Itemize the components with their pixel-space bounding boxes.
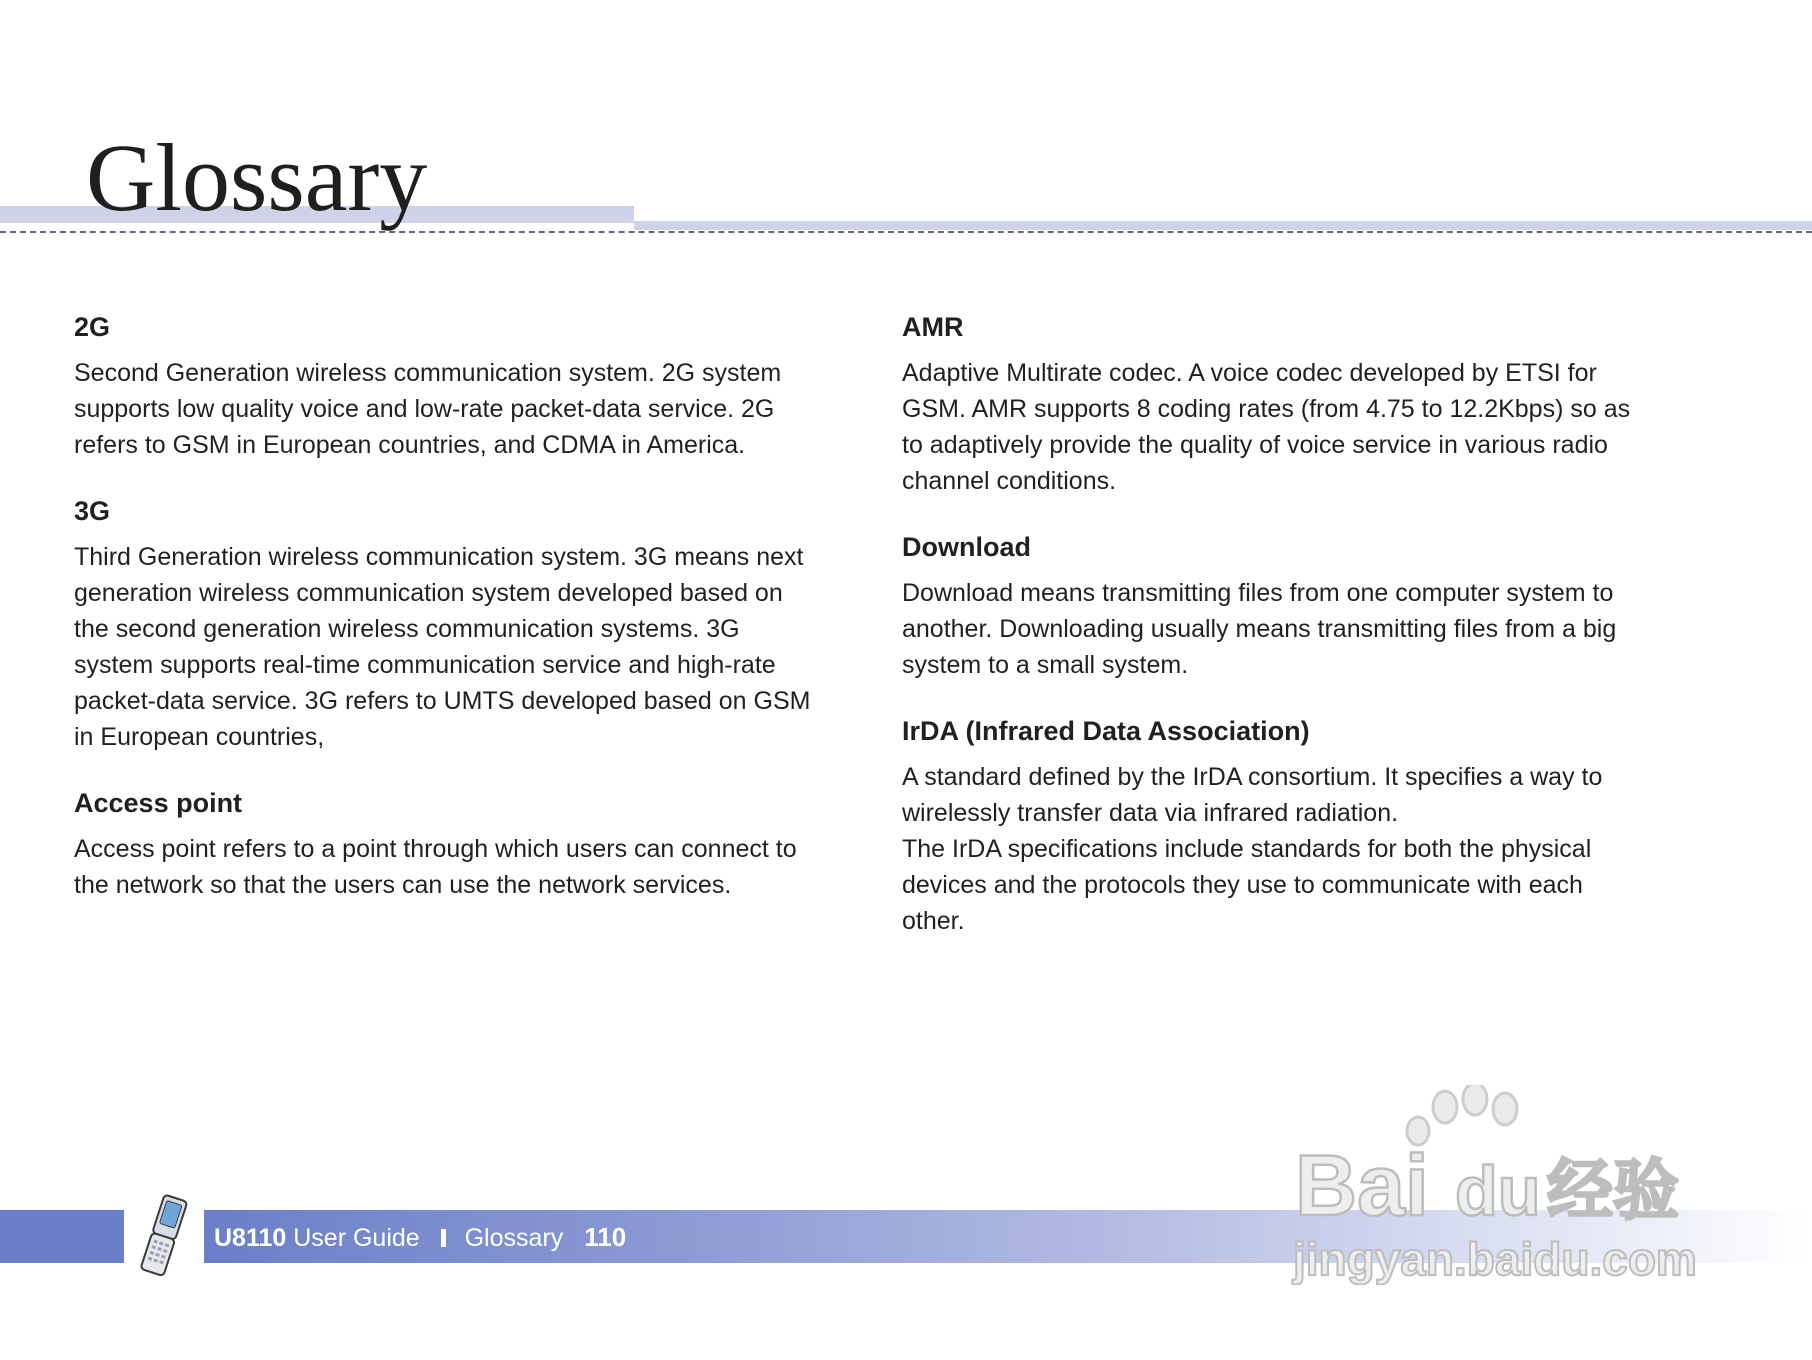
footer-model: U8110 <box>214 1224 287 1252</box>
svg-text:du: du <box>1455 1152 1541 1230</box>
definition-line: refers to GSM in European countries, and CDMA in America. <box>74 431 746 459</box>
glossary-definition <box>902 575 1682 683</box>
definition-line: Adaptive Multirate codec. A voice codec developed by ETSI for <box>902 359 1597 387</box>
definition-line: supports low quality voice and low-rate packet-data service. 2G <box>74 395 775 423</box>
glossary-term: AMR <box>902 312 964 342</box>
glossary-entry-access-point <box>74 785 854 903</box>
glossary-term: Access point <box>74 788 243 818</box>
definition-line: Access point refers to a point through which users can connect to <box>74 835 797 863</box>
definition-line: the network so that the users can use the network services. <box>74 871 732 899</box>
right-column <box>902 309 1682 969</box>
definition-line: Third Generation wireless communication system. 3G means next <box>74 543 804 571</box>
definition-line: another. Downloading usually means transmitting files from a big <box>902 615 1617 643</box>
footer-page-number: 110 <box>584 1222 627 1252</box>
definition-line: The IrDA specifications include standards for both the physical <box>902 835 1592 863</box>
left-column <box>74 309 854 933</box>
title-dashed-rule <box>0 231 1812 233</box>
definition-line: in European countries, <box>74 723 325 751</box>
footer-left-block <box>0 1210 124 1263</box>
flip-phone-icon <box>128 1192 198 1278</box>
footer-guide-label: User Guide <box>293 1224 420 1252</box>
definition-line: A standard defined by the IrDA consortium. It specifies a way to <box>902 763 1603 791</box>
glossary-definition <box>74 831 854 903</box>
baidu-watermark-logo <box>1285 1085 1725 1285</box>
definition-line: the second generation wireless communication systems. 3G <box>74 615 740 643</box>
definition-line: Download means transmitting files from one computer system to <box>902 579 1614 607</box>
definition-line: channel conditions. <box>902 467 1117 495</box>
glossary-definition <box>902 355 1682 499</box>
glossary-entry-3g <box>74 493 854 755</box>
definition-line: wirelessly transfer data via infrared radiation. <box>902 799 1399 827</box>
svg-text:经验: 经验 <box>1547 1152 1679 1229</box>
definition-line: system to a small system. <box>902 651 1189 679</box>
definition-line: to adaptively provide the quality of voice service in various radio <box>902 431 1608 459</box>
glossary-term: 3G <box>74 496 111 526</box>
footer-separator <box>441 1229 446 1247</box>
definition-line: system supports real-time communication service and high-rate <box>74 651 776 679</box>
definition-line: GSM. AMR supports 8 coding rates (from 4.75 to 12.2Kbps) so as <box>902 395 1631 423</box>
definition-line: packet-data service. 3G refers to UMTS developed based on GSM <box>74 687 811 715</box>
svg-text:jingyan.baidu.com: jingyan.baidu.com <box>1293 1233 1697 1285</box>
title-band-right <box>634 221 1812 230</box>
definition-line: devices and the protocols they use to communicate with each <box>902 871 1583 899</box>
glossary-definition <box>74 355 854 463</box>
footer-section: Glossary <box>464 1224 564 1252</box>
definition-line: Second Generation wireless communication system. 2G system <box>74 359 782 387</box>
definition-line: generation wireless communication system developed based on <box>74 579 783 607</box>
glossary-entry-amr <box>902 309 1682 499</box>
glossary-definition <box>74 539 854 755</box>
definition-line: other. <box>902 907 965 935</box>
glossary-term: Download <box>902 532 1031 562</box>
footer-text <box>214 1220 626 1254</box>
page-title: Glossary <box>86 124 428 231</box>
glossary-entry-irda <box>902 713 1682 939</box>
svg-text:Bai: Bai <box>1295 1138 1429 1234</box>
glossary-definition <box>902 759 1682 939</box>
glossary-entry-2g <box>74 309 854 463</box>
glossary-term: 2G <box>74 312 111 342</box>
glossary-entry-download <box>902 529 1682 683</box>
glossary-term: IrDA (Infrared Data Association) <box>902 716 1310 746</box>
